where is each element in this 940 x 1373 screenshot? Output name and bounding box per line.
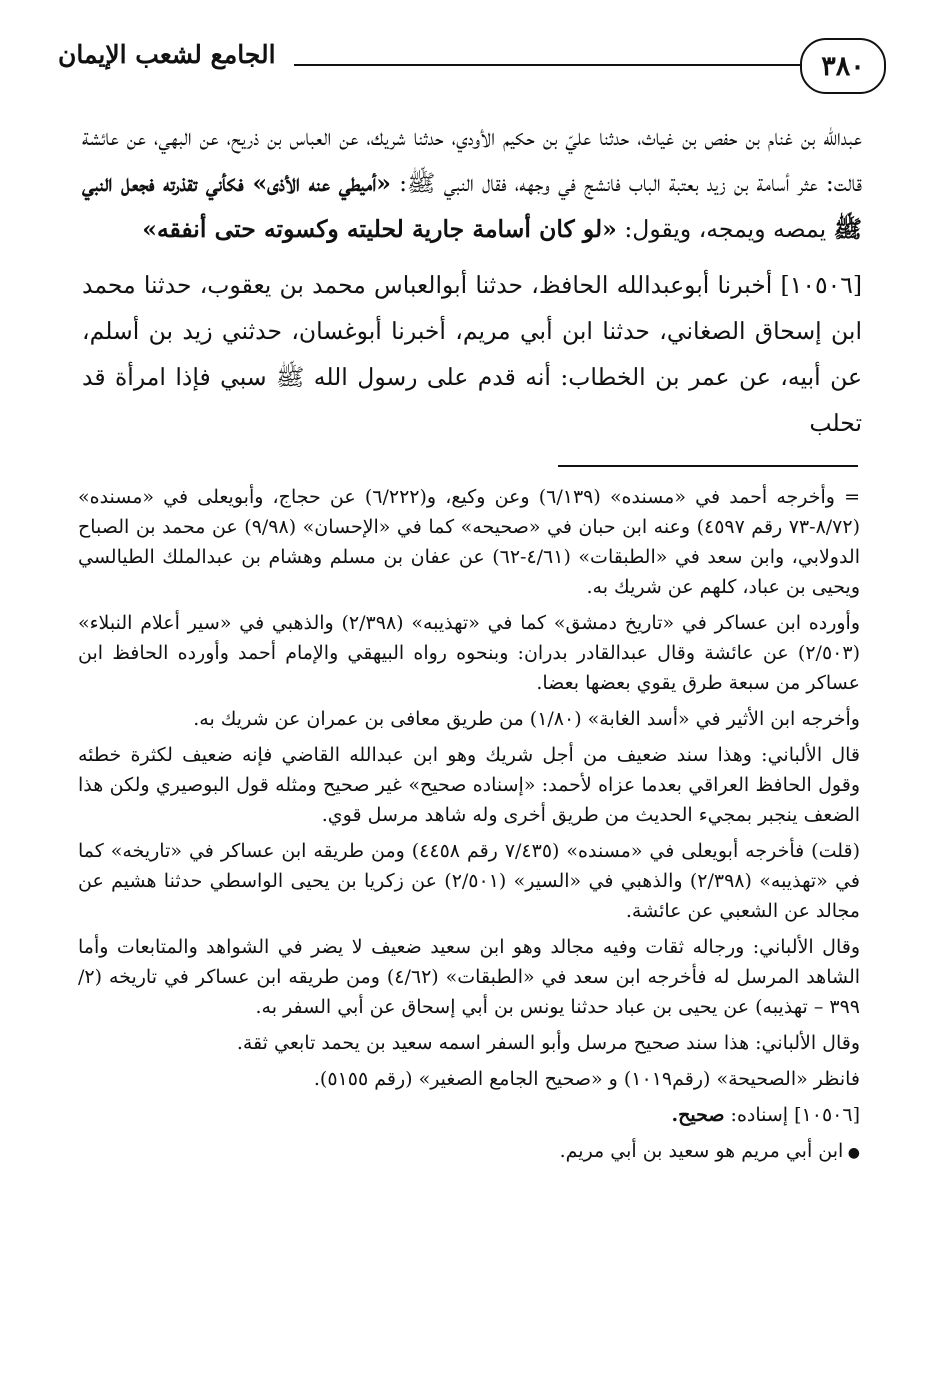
footnotes: [78, 482, 860, 1168]
footnote-paragraph: = وأخرجه أحمد في «مسنده» (٦/١٣٩) وعن وكيع، و(٦/٢٢٢) عن حجاج، وأبويعلى في «مسنده» (٨/٧٢-٧٣ رقم ٤٥٩٧) وعنه ابن حبان في «صحيحه» كما في «الإحسان» (٩/٩٨) عن محمد بن الصباح الدولابي، وابن سعد في «الطبقات» (٤/٦١-٦٢) عن عفان بن مسلم وهشام بن عبدالملك الطيالسي ويحيى بن عباد، كلهم عن شريك به.: [78, 486, 861, 598]
footnote-paragraph: وأخرجه ابن الأثير في «أسد الغابة» (١/٨٠) من طريق معافى بن عمران عن شريك به.: [193, 708, 860, 730]
isnad-label: إسناده:: [724, 1104, 795, 1126]
hadith-chain: أخبرنا أبوعبدالله الحافظ، حدثنا أبوالعباس محمد بن يعقوب، حدثنا محمد ابن إسحاق الصغاني، حدثنا ابن أبي مريم، أخبرنا أبوغسان، حدثني زيد بن أسلم، عن أبيه، عن عمر بن الخطاب: أنه قدم على رسول الله ﷺ سبي فإذا امرأة قد تحلب: [82, 271, 862, 437]
footnote-paragraph: (قلت) فأخرجه أبويعلى في «مسنده» (٧/٤٣٥ رقم ٤٤٥٨) ومن طريقه ابن عساكر في «تاريخه» كما في «تهذيبه» (٢/٣٩٨) والذهبي في «السير» (٢/٥٠١) عن زكريا بن يحيى الواسطي حدثنا هشيم عن مجالد عن الشعبي عن عائشة.: [78, 840, 861, 922]
hadith-record: [82, 262, 862, 446]
footnote-paragraph: قال الألباني: وهذا سند ضعيف من أجل شريك وهو ابن عبدالله القاضي فإنه ضعيف لكثرة خطئه وقول الحافظ العراقي بعدما عزاه لأحمد: «إسناده صحيح» غير صحيح ومثله قول البوصيري ولكن هذا الضعف ينجبر بمجيء الحديث من طريق أخرى وله شاهد مرسل قوي.: [78, 744, 860, 826]
main-text: [82, 114, 862, 446]
footnote-paragraph: وقال الألباني: هذا سند صحيح مرسل وأبو السفر اسمه سعيد بن يحمد تابعي ثقة.: [236, 1032, 860, 1054]
page-header: [58, 38, 886, 98]
hadith-paragraph: [82, 114, 862, 252]
footnote-separator: [558, 465, 858, 467]
footnote-paragraph: فانظر «الصحيحة» (رقم١٠١٩) و «صحيح الجامع الصغير» (رقم ٥١٥٥).: [313, 1068, 860, 1090]
hadith-number: [١٠٥٠٦]: [780, 271, 862, 299]
prophet-quote-2: «لو كان أسامة جارية لحليته وكسوته حتى أنفقه»: [142, 215, 617, 243]
prophet-quote: «أميطي عنه الأذى» فكأني تقذرته فجعل النبي ﷺ: [82, 169, 862, 243]
hadith-text-continued: يمصه ويمجه، ويقول:: [616, 215, 834, 243]
bullet-note: ● ابن أبي مريم هو سعيد بن أبي مريم.: [78, 1136, 860, 1168]
page-number: ٣٨٠: [800, 38, 886, 94]
footnote-paragraph: وقال الألباني: ورجاله ثقات وفيه مجالد وهو ابن سعيد ضعيف لا يضر في الشواهد والمتابعات وأما الشاهد المرسل له فأخرجه ابن سعد في «الطبقات» (٤/٦٢) ومن طريقه ابن عساكر في تاريخه (٢/ ٣٩٩ – تهذيبه) عن يحيى بن عباد حدثنا يونس بن أبي إسحاق عن أبي السفر به.: [78, 936, 861, 1018]
isnad-grade-value: صحيح.: [671, 1104, 725, 1126]
header-rule: [294, 64, 802, 66]
isnad-grade: [78, 1100, 860, 1130]
book-title: الجامع لشعب الإيمان: [58, 40, 276, 69]
isnad-number: [١٠٥٠٦]: [794, 1104, 860, 1126]
hadith-text: عبدالله بن غنام بن حفص بن غياث، حدثنا عليّ بن حكيم الأودي، حدثنا شريك، عن العباس بن ذريح، عن البهي، عن عائشة قالت: عثر أسامة بن زيد بعتبة الباب فانشج في وجهه، فقال النبي ﷺ:: [82, 123, 862, 197]
footnote-paragraph: وأورده ابن عساكر في «تاريخ دمشق» كما في «تهذيبه» (٢/٣٩٨) والذهبي في «سير أعلام النبلاء» (٢/٥٠٣) عن عائشة وقال عبدالقادر بدران: وبنحوه رواه البيهقي والإمام أحمد وأورده الحافظ ابن عساكر من سبعة طرق يقوي بعضها بعضا.: [78, 612, 860, 694]
